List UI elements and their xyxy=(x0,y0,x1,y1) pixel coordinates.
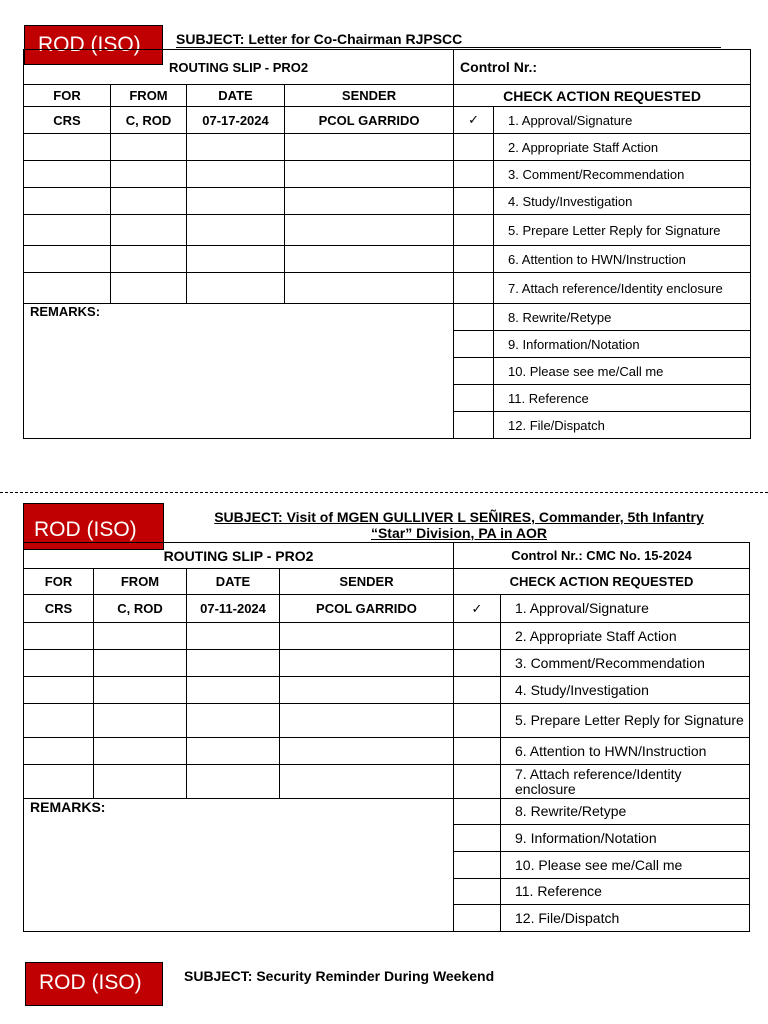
empty-cell xyxy=(24,161,111,188)
empty-cell xyxy=(285,161,454,188)
col-header-for: FOR xyxy=(24,85,111,107)
empty-cell xyxy=(24,765,94,799)
empty-cell xyxy=(94,623,187,650)
check-box[interactable] xyxy=(454,246,494,273)
action-item: 9. Information/Notation xyxy=(501,825,750,852)
empty-cell xyxy=(187,188,285,215)
cell-from: C, ROD xyxy=(94,595,187,623)
empty-cell xyxy=(94,650,187,677)
action-item: 5. Prepare Letter Reply for Signature xyxy=(494,215,751,246)
col-header-date: DATE xyxy=(187,569,280,595)
action-item: 6. Attention to HWN/Instruction xyxy=(494,246,751,273)
empty-cell xyxy=(24,215,111,246)
action-item: 4. Study/Investigation xyxy=(501,677,750,704)
empty-cell xyxy=(94,704,187,738)
empty-cell xyxy=(111,161,187,188)
routing-slip-title: ROUTING SLIP - PRO2 xyxy=(24,543,454,569)
empty-cell xyxy=(94,765,187,799)
check-box[interactable] xyxy=(454,215,494,246)
rod-iso-badge: ROD (ISO) xyxy=(23,503,164,550)
action-item: 1. Approval/Signature xyxy=(501,595,750,623)
routing-slip-table xyxy=(23,542,750,932)
action-item: 8. Rewrite/Retype xyxy=(494,304,751,331)
routing-slip-title: ROUTING SLIP - PRO2 xyxy=(24,50,454,85)
control-number: Control Nr.: xyxy=(454,50,751,85)
action-item: 12. File/Dispatch xyxy=(501,905,750,932)
empty-cell xyxy=(24,704,94,738)
empty-cell xyxy=(94,677,187,704)
action-item: 3. Comment/Recommendation xyxy=(501,650,750,677)
empty-cell xyxy=(187,765,280,799)
check-box[interactable] xyxy=(454,879,501,905)
empty-cell xyxy=(285,188,454,215)
rod-iso-badge: ROD (ISO) xyxy=(25,962,163,1006)
action-item: 5. Prepare Letter Reply for Signature xyxy=(501,704,750,738)
check-box[interactable] xyxy=(454,134,494,161)
col-header-from: FROM xyxy=(111,85,187,107)
empty-cell xyxy=(187,134,285,161)
check-action-header: CHECK ACTION REQUESTED xyxy=(454,85,751,107)
empty-cell xyxy=(24,650,94,677)
action-item: 1. Approval/Signature xyxy=(494,107,751,134)
check-box[interactable] xyxy=(454,412,494,439)
empty-cell xyxy=(24,273,111,304)
check-box[interactable] xyxy=(454,738,501,765)
empty-cell xyxy=(280,704,454,738)
rod-iso-badge: ROD (ISO) xyxy=(24,25,163,65)
remarks-label: REMARKS: xyxy=(30,799,106,815)
check-box[interactable] xyxy=(454,704,501,738)
empty-cell xyxy=(285,273,454,304)
check-box[interactable] xyxy=(454,852,501,879)
empty-cell xyxy=(24,623,94,650)
subject-line: SUBJECT: Visit of MGEN GULLIVER L SEÑIRES, Commander, 5th Infantry “Star” Division, PA in AOR xyxy=(214,509,704,541)
check-box[interactable] xyxy=(454,825,501,852)
action-item: 2. Appropriate Staff Action xyxy=(494,134,751,161)
empty-cell xyxy=(187,215,285,246)
action-item: 7. Attach reference/Identity enclosure xyxy=(494,273,751,304)
col-header-date: DATE xyxy=(187,85,285,107)
check-box[interactable] xyxy=(454,799,501,825)
check-box[interactable] xyxy=(454,905,501,932)
empty-cell xyxy=(280,623,454,650)
cell-date: 07-11-2024 xyxy=(187,595,280,623)
empty-cell xyxy=(285,246,454,273)
action-item: 3. Comment/Recommendation xyxy=(494,161,751,188)
action-item: 8. Rewrite/Retype xyxy=(501,799,750,825)
col-header-from: FROM xyxy=(94,569,187,595)
empty-cell xyxy=(111,215,187,246)
checkmark-icon[interactable]: ✓ xyxy=(454,107,494,134)
routing-slip-table xyxy=(23,49,751,439)
empty-cell xyxy=(187,704,280,738)
checkmark-icon[interactable]: ✓ xyxy=(454,595,501,623)
empty-cell xyxy=(187,677,280,704)
empty-cell xyxy=(187,246,285,273)
check-box[interactable] xyxy=(454,273,494,304)
empty-cell xyxy=(111,273,187,304)
check-box[interactable] xyxy=(454,188,494,215)
action-item: 10. Please see me/Call me xyxy=(501,852,750,879)
check-action-header: CHECK ACTION REQUESTED xyxy=(454,569,750,595)
check-box[interactable] xyxy=(454,385,494,412)
cell-from: C, ROD xyxy=(111,107,187,134)
remarks-label: REMARKS: xyxy=(30,304,101,319)
col-header-for: FOR xyxy=(24,569,94,595)
empty-cell xyxy=(111,188,187,215)
remarks-field[interactable] xyxy=(24,799,454,932)
empty-cell xyxy=(285,134,454,161)
action-item: 4. Study/Investigation xyxy=(494,188,751,215)
empty-cell xyxy=(187,650,280,677)
col-header-sender: SENDER xyxy=(285,85,454,107)
cell-sender: PCOL GARRIDO xyxy=(285,107,454,134)
remarks-field[interactable] xyxy=(24,304,454,439)
action-item: 10. Please see me/Call me xyxy=(494,358,751,385)
cell-for: CRS xyxy=(24,107,111,134)
action-item: 6. Attention to HWN/Instruction xyxy=(501,738,750,765)
empty-cell xyxy=(111,246,187,273)
action-item: 2. Appropriate Staff Action xyxy=(501,623,750,650)
empty-cell xyxy=(280,650,454,677)
check-box[interactable] xyxy=(454,677,501,704)
action-item: 12. File/Dispatch xyxy=(494,412,751,439)
empty-cell xyxy=(187,623,280,650)
cell-date: 07-17-2024 xyxy=(187,107,285,134)
empty-cell xyxy=(94,738,187,765)
check-box[interactable] xyxy=(454,304,494,331)
empty-cell xyxy=(280,765,454,799)
empty-cell xyxy=(24,677,94,704)
check-box[interactable] xyxy=(454,331,494,358)
col-header-sender: SENDER xyxy=(280,569,454,595)
empty-cell xyxy=(280,677,454,704)
empty-cell xyxy=(24,246,111,273)
cut-line-divider xyxy=(0,492,768,493)
empty-cell xyxy=(111,134,187,161)
empty-cell xyxy=(187,273,285,304)
check-box[interactable] xyxy=(454,650,501,677)
empty-cell xyxy=(285,215,454,246)
empty-cell xyxy=(24,134,111,161)
empty-cell xyxy=(24,188,111,215)
action-item: 11. Reference xyxy=(501,879,750,905)
action-item: 9. Information/Notation xyxy=(494,331,751,358)
subject-line: SUBJECT: Letter for Co-Chairman RJPSCC xyxy=(176,31,721,48)
check-box[interactable] xyxy=(454,358,494,385)
check-box[interactable] xyxy=(454,161,494,188)
cell-sender: PCOL GARRIDO xyxy=(280,595,454,623)
action-item: 7. Attach reference/Identity enclosure xyxy=(501,765,750,799)
cell-for: CRS xyxy=(24,595,94,623)
empty-cell xyxy=(24,738,94,765)
empty-cell xyxy=(280,738,454,765)
check-box[interactable] xyxy=(454,765,501,799)
empty-cell xyxy=(187,161,285,188)
control-number: Control Nr.: CMC No. 15-2024 xyxy=(454,543,750,569)
action-item: 11. Reference xyxy=(494,385,751,412)
check-box[interactable] xyxy=(454,623,501,650)
empty-cell xyxy=(187,738,280,765)
subject-line: SUBJECT: Security Reminder During Weekend xyxy=(184,968,495,984)
